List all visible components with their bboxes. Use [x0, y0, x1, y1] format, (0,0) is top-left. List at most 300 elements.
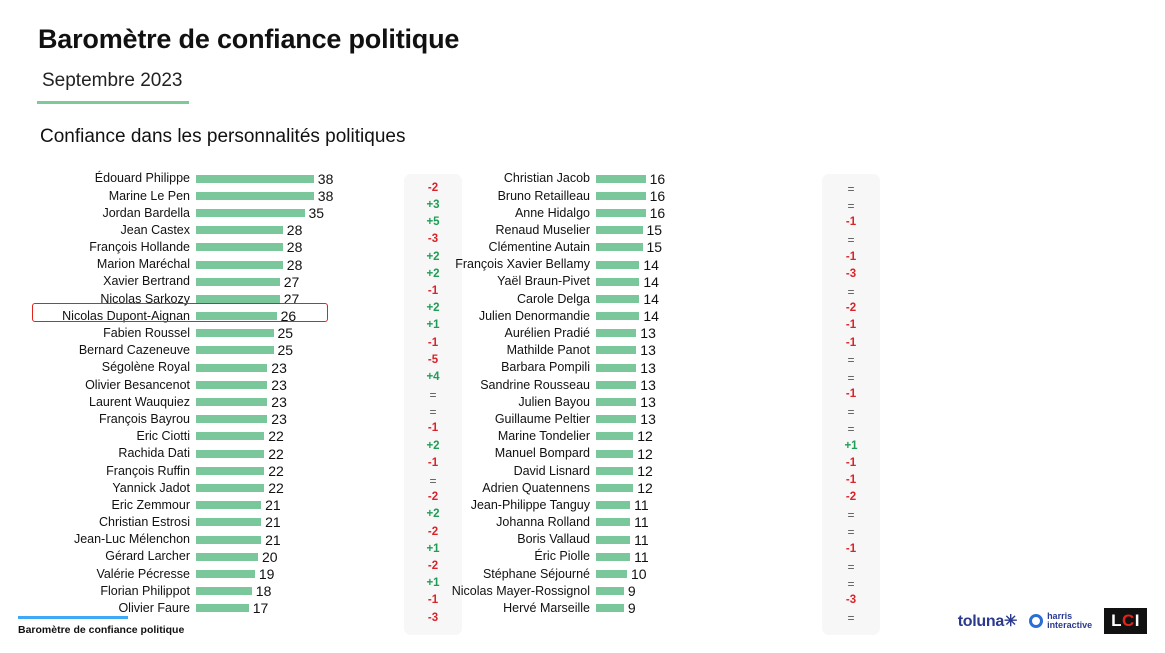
bar-value: 14 [643, 256, 659, 273]
bar-label: Xavier Bertrand [103, 274, 190, 289]
delta-value: = [847, 508, 855, 523]
bar [196, 432, 264, 440]
bar-value: 15 [646, 239, 663, 256]
bar-container [596, 222, 790, 239]
bar-container [596, 273, 790, 290]
delta-value: +2 [426, 439, 440, 452]
bar-container [596, 393, 790, 410]
bar [196, 295, 280, 303]
delta-value: -3 [845, 594, 857, 607]
bar-label: Rachida Dati [118, 446, 190, 461]
bar [596, 432, 633, 440]
bar-container [596, 428, 790, 445]
bar [196, 536, 261, 544]
chart-row [30, 256, 390, 273]
bar-container [196, 359, 390, 376]
bar [196, 484, 264, 492]
bar-container [596, 531, 790, 548]
bar-container [596, 342, 790, 359]
harris-logo [1029, 612, 1092, 631]
chart-row [30, 531, 390, 548]
delta-value: = [847, 525, 855, 540]
bar-container [596, 239, 790, 256]
bar [196, 467, 264, 475]
chart-row [430, 565, 790, 582]
lci-logo [1104, 608, 1147, 634]
title-underline [37, 101, 189, 104]
harris-ring-icon [1029, 614, 1043, 628]
bar-value: 16 [649, 204, 666, 221]
bar-label: Laurent Wauquiez [89, 394, 190, 409]
bar [196, 278, 280, 286]
delta-value: = [847, 576, 855, 591]
chart-row [430, 583, 790, 600]
bar [196, 346, 274, 354]
bar-label: Julien Denormandie [478, 308, 590, 323]
harris-line2: interactive [1047, 620, 1093, 630]
bar-value: 35 [308, 204, 325, 221]
bar-label: Olivier Besancenot [85, 377, 190, 392]
bar-label: Barbara Pompili [501, 360, 590, 375]
chart-row [430, 462, 790, 479]
bar [596, 484, 633, 492]
bar-value: 22 [268, 445, 284, 462]
bar-container [196, 583, 390, 600]
delta-value: = [847, 198, 855, 213]
delta-value: +1 [844, 439, 858, 452]
bar-value: 11 [634, 531, 649, 548]
bar-label: Yannick Jadot [112, 480, 190, 495]
bar-value: 21 [265, 497, 281, 514]
chart-row [430, 239, 790, 256]
bar [596, 415, 636, 423]
chart-row [30, 583, 390, 600]
bar [196, 415, 267, 423]
bar-value: 17 [252, 600, 269, 617]
chart-row [430, 204, 790, 221]
bar-value: 12 [637, 428, 653, 445]
delta-value: = [429, 473, 437, 488]
bar-label: Jean Castex [120, 222, 190, 237]
bar-label: Marine Tondelier [497, 429, 590, 444]
bar-container [196, 514, 390, 531]
bar-label: Bernard Cazeneuve [78, 343, 190, 358]
bar [596, 553, 630, 561]
delta-value: -3 [427, 611, 439, 624]
bar-container [596, 462, 790, 479]
bar [196, 192, 314, 200]
bar-label: Gérard Larcher [105, 549, 190, 564]
bar-value: 23 [271, 394, 287, 411]
bar-container [196, 273, 390, 290]
bar-label: Marine Le Pen [108, 188, 190, 203]
bar-label: Nicolas Sarkozy [100, 291, 190, 306]
bar-value: 28 [286, 239, 303, 256]
delta-value: -2 [845, 302, 857, 315]
bar-container [196, 256, 390, 273]
delta-value: -1 [845, 250, 857, 263]
bar-label: Renaud Muselier [495, 222, 590, 237]
bar [596, 467, 633, 475]
bar-label: Édouard Philippe [94, 171, 190, 186]
bar-value: 9 [627, 583, 636, 600]
bar-label: Hervé Marseille [503, 601, 590, 616]
bar-label: Bruno Retailleau [497, 188, 590, 203]
chart-row [30, 273, 390, 290]
bar-value: 13 [640, 394, 656, 411]
bar-container [196, 531, 390, 548]
bar-value: 21 [265, 514, 281, 531]
bar-label: Florian Philippot [100, 583, 190, 598]
bar [196, 209, 305, 217]
bar-value: 23 [271, 376, 287, 393]
page-subtitle: Septembre 2023 [42, 70, 183, 91]
bar-value: 21 [265, 531, 281, 548]
bar-value: 10 [631, 565, 647, 582]
chart-row [430, 479, 790, 496]
bar-value: 16 [649, 187, 666, 204]
bar-label: Boris Vallaud [517, 532, 590, 547]
bar-container [596, 204, 790, 221]
chart-row [30, 342, 390, 359]
bar-label: Eric Ciotti [136, 429, 190, 444]
chart-row [30, 462, 390, 479]
chart-row [30, 565, 390, 582]
delta-value: -2 [427, 559, 439, 572]
chart-row [430, 497, 790, 514]
bar [596, 329, 636, 337]
delta-value: = [847, 233, 855, 248]
delta-value: = [847, 370, 855, 385]
chart-row [430, 256, 790, 273]
bar-container [596, 256, 790, 273]
bar [596, 226, 643, 234]
lci-c: C [1121, 611, 1135, 630]
bar-container [196, 204, 390, 221]
bar-label: Anne Hidalgo [514, 205, 590, 220]
lci-l: L [1111, 611, 1122, 630]
bar-container [196, 428, 390, 445]
bar [196, 501, 261, 509]
delta-value: +3 [426, 199, 440, 212]
bar-value: 25 [277, 342, 294, 359]
bar-value: 27 [283, 290, 300, 307]
bar-container [196, 376, 390, 393]
delta-value: -1 [845, 542, 857, 555]
bar-value: 12 [637, 479, 653, 496]
lci-i: I [1134, 611, 1140, 630]
bar-value: 38 [317, 187, 334, 204]
bar-value: 22 [268, 479, 284, 496]
bar-value: 23 [271, 359, 287, 376]
bar-label: Adrien Quatennens [482, 480, 590, 495]
bar-container [596, 565, 790, 582]
chart-row [30, 393, 390, 410]
bar-value: 13 [640, 342, 656, 359]
bar-container [196, 325, 390, 342]
bar-container [196, 497, 390, 514]
bar-container [596, 514, 790, 531]
delta-value: = [847, 353, 855, 368]
bar-value: 20 [262, 548, 278, 565]
bar [596, 243, 643, 251]
bar-container [596, 583, 790, 600]
chart-row [30, 239, 390, 256]
bar-value: 13 [640, 411, 656, 428]
bar-label: Johanna Rolland [496, 515, 590, 530]
bar [596, 364, 636, 372]
chart-row [430, 342, 790, 359]
bar-label: Yaël Braun-Pivet [497, 274, 590, 289]
bar-label: Jean-Luc Mélenchon [73, 532, 190, 547]
chart-row [30, 497, 390, 514]
bar-container [596, 411, 790, 428]
bar-label: François Xavier Bellamy [455, 257, 590, 272]
bar [196, 570, 255, 578]
bar-value: 26 [280, 308, 297, 325]
delta-value: -2 [427, 181, 439, 194]
bar-container [196, 600, 390, 617]
delta-value: +4 [426, 370, 440, 383]
bar-value: 11 [634, 497, 649, 514]
bar-container [196, 393, 390, 410]
bar-label: Clémentine Autain [488, 240, 590, 255]
bar-container [196, 548, 390, 565]
chart-row [430, 548, 790, 565]
bar [596, 261, 639, 269]
bar-label: Manuel Bompard [494, 446, 590, 461]
bar-container [596, 600, 790, 617]
bar-value: 28 [286, 222, 303, 239]
delta-value: -5 [427, 353, 439, 366]
bar [196, 604, 249, 612]
delta-value: -1 [845, 336, 857, 349]
toluna-logo: toluna✳ [957, 613, 1018, 630]
bar-container [596, 187, 790, 204]
delta-value: = [847, 422, 855, 437]
bar-label: Mathilde Panot [506, 343, 590, 358]
bar-container [596, 479, 790, 496]
chart-row [430, 411, 790, 428]
bar [596, 398, 636, 406]
delta-value: -1 [427, 336, 439, 349]
bar [596, 570, 627, 578]
chart-row [430, 359, 790, 376]
bar [596, 604, 624, 612]
bar-container [596, 325, 790, 342]
bar [596, 346, 636, 354]
bar-label: Nicolas Mayer-Rossignol [451, 583, 590, 598]
bar-value: 38 [317, 170, 334, 187]
bar-container [196, 187, 390, 204]
delta-value: +2 [426, 267, 440, 280]
chart-row [430, 308, 790, 325]
bar-label: Carole Delga [517, 291, 590, 306]
delta-value: -1 [845, 388, 857, 401]
page-title: Baromètre de confiance politique [38, 24, 460, 54]
bar-label: Christian Jacob [503, 171, 590, 186]
chart-row [30, 290, 390, 307]
chart-column-left [30, 170, 390, 617]
delta-value: +2 [426, 250, 440, 263]
delta-value: = [429, 405, 437, 420]
bar [596, 312, 639, 320]
bar-value: 14 [643, 273, 659, 290]
chart-row [430, 514, 790, 531]
chart-row [430, 273, 790, 290]
chart-row [30, 411, 390, 428]
bar-label: Aurélien Pradié [504, 326, 590, 341]
bar [596, 518, 630, 526]
delta-value: -2 [427, 525, 439, 538]
bar-value: 12 [637, 445, 653, 462]
harris-wordmark [1047, 612, 1092, 631]
bar-label: Guillaume Peltier [494, 411, 590, 426]
chart-row [30, 308, 390, 325]
delta-value: -1 [845, 216, 857, 229]
chart-row [430, 600, 790, 617]
bar-label: Olivier Faure [118, 601, 190, 616]
chart-row [30, 170, 390, 187]
bar-value: 15 [646, 222, 663, 239]
chart-column-right [430, 170, 790, 617]
bar-value: 16 [649, 170, 666, 187]
delta-value: = [847, 181, 855, 196]
bar-container [596, 497, 790, 514]
bar [196, 243, 283, 251]
delta-value: +1 [426, 577, 440, 590]
chart-row [430, 290, 790, 307]
chart-row [430, 170, 790, 187]
bar-value: 12 [637, 462, 653, 479]
section-title: Confiance dans les personnalités politiques [40, 126, 406, 147]
bar [196, 518, 261, 526]
chart-row [30, 204, 390, 221]
bar-label: Julien Bayou [518, 394, 590, 409]
bar-container [596, 359, 790, 376]
bar-label: Eric Zemmour [111, 497, 190, 512]
bar-container [196, 462, 390, 479]
bar-label: François Hollande [89, 240, 190, 255]
bar [596, 587, 624, 595]
delta-value: -1 [427, 594, 439, 607]
chart-row [30, 376, 390, 393]
bar-container [196, 411, 390, 428]
bar-value: 23 [271, 411, 287, 428]
bar-label: David Lisnard [513, 463, 590, 478]
bar [196, 587, 252, 595]
bar-value: 27 [283, 273, 300, 290]
bar [596, 175, 646, 183]
bar-container [196, 239, 390, 256]
bar [596, 450, 633, 458]
bar-label: Christian Estrosi [99, 515, 190, 530]
chart-row [430, 445, 790, 462]
delta-value: = [847, 611, 855, 626]
bar [196, 381, 267, 389]
delta-value: +2 [426, 302, 440, 315]
bar [196, 175, 314, 183]
bar-value: 13 [640, 359, 656, 376]
bar [596, 192, 646, 200]
bar-label: Nicolas Dupont-Aignan [62, 308, 190, 323]
delta-value: -1 [427, 422, 439, 435]
bar-label: François Bayrou [98, 411, 190, 426]
chart-row [430, 428, 790, 445]
bar [196, 450, 264, 458]
bar [596, 295, 639, 303]
bar-container [196, 342, 390, 359]
bar-label: Valérie Pécresse [96, 566, 190, 581]
bar-value: 22 [268, 462, 284, 479]
bar-value: 11 [634, 514, 649, 531]
bar-label: Stéphane Séjourné [482, 566, 590, 581]
bar-label: Sandrine Rousseau [480, 377, 590, 392]
bar-container [596, 548, 790, 565]
delta-value: -3 [427, 233, 439, 246]
delta-value: -1 [427, 284, 439, 297]
delta-value: -1 [427, 456, 439, 469]
delta-value: -3 [845, 267, 857, 280]
bar-label: Fabien Roussel [103, 326, 190, 341]
bar-container [596, 445, 790, 462]
chart-row [30, 325, 390, 342]
delta-value: -2 [427, 491, 439, 504]
bar-value: 18 [255, 583, 272, 600]
bar-label: Jean-Philippe Tanguy [470, 497, 590, 512]
bar-container [596, 376, 790, 393]
delta-value: = [847, 405, 855, 420]
bar [596, 536, 630, 544]
bar [196, 312, 277, 320]
delta-value: +1 [426, 319, 440, 332]
logo-group [958, 608, 1147, 634]
bar-container [596, 290, 790, 307]
bar [596, 501, 630, 509]
harris-line1: harris [1047, 610, 1073, 621]
chart-row [430, 325, 790, 342]
chart-row [430, 222, 790, 239]
chart-row [430, 376, 790, 393]
chart-row [30, 479, 390, 496]
bar-value: 22 [268, 428, 284, 445]
bar-container [196, 222, 390, 239]
bar-label: François Ruffin [106, 463, 190, 478]
delta-value: -2 [845, 491, 857, 504]
chart-row [30, 428, 390, 445]
chart-row [430, 531, 790, 548]
bar-label: Éric Piolle [534, 549, 590, 564]
bar-container [196, 565, 390, 582]
bar-container [596, 170, 790, 187]
delta-value: = [847, 284, 855, 299]
bar-value: 19 [258, 565, 275, 582]
footer-rule [18, 616, 128, 619]
delta-value: = [847, 559, 855, 574]
chart-row [430, 187, 790, 204]
bar-container [596, 308, 790, 325]
bar-container [196, 290, 390, 307]
bar [596, 278, 639, 286]
delta-value: -1 [845, 456, 857, 469]
bar-value: 14 [643, 290, 659, 307]
bar-container [196, 479, 390, 496]
bar-container [196, 445, 390, 462]
bar-value: 13 [640, 325, 656, 342]
bar [596, 209, 646, 217]
bar [196, 364, 267, 372]
bar-value: 13 [640, 376, 656, 393]
